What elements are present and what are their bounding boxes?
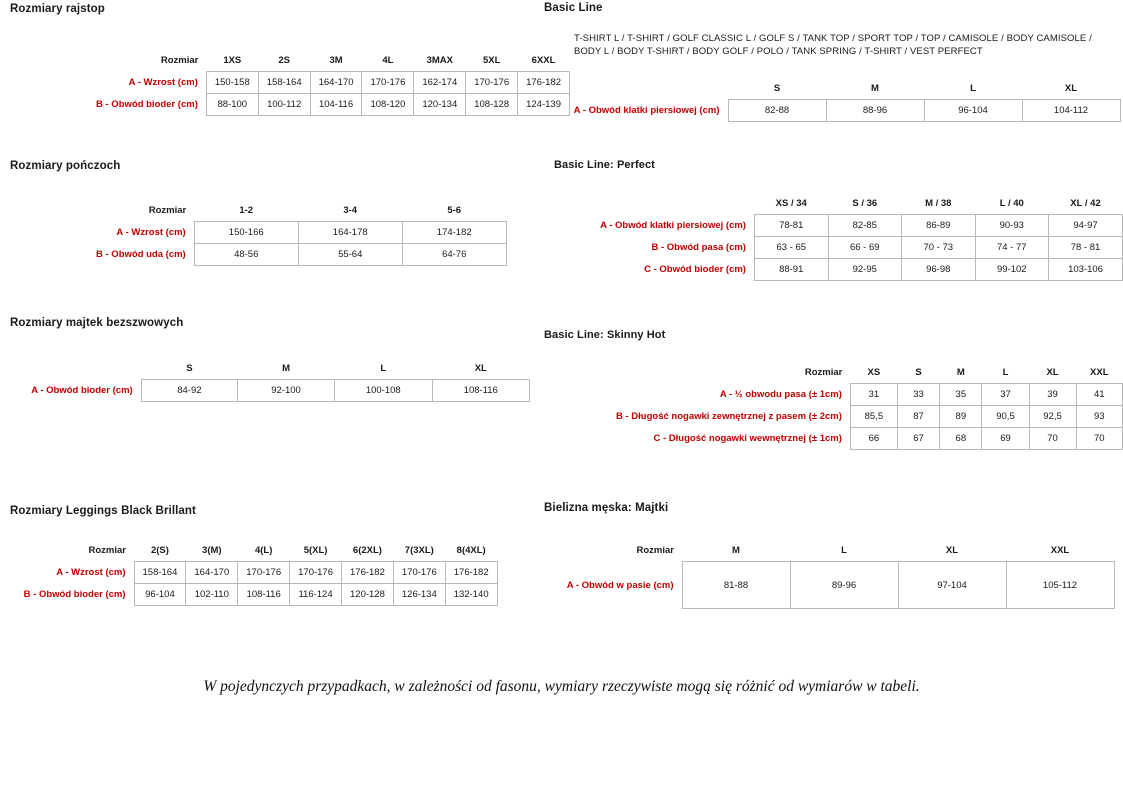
table-cell: 48-56 [194, 244, 298, 266]
header-size: XS [850, 362, 897, 384]
header-size: XL [432, 358, 529, 380]
header-size: XXL [1006, 540, 1114, 562]
table-row [0, 584, 497, 606]
header-size: S / 36 [828, 193, 902, 215]
section-title-basic-line: Basic Line [544, 2, 603, 14]
header-empty [0, 358, 141, 380]
table-cell: 108-120 [362, 94, 414, 116]
section-subtitle-basic-line: T-SHIRT L / T-SHIRT / GOLF CLASSIC L / GOLF S / TANK TOP / SPORT TOP / TOP / CAMISOLE / BODY CAMISOLE / BODY L / BODY T-SHIRT / BODY GOLF / POLO / TANK SPRING / T-SHIRT / VEST PERFECT [574, 33, 1092, 57]
table-wrapper-leggings [0, 540, 498, 606]
table-cell: 90-93 [975, 215, 1049, 237]
table-cell: 176-182 [445, 562, 497, 584]
table-cell: 124-139 [518, 94, 570, 116]
section-title-tights: Rozmiary rajstop [10, 3, 105, 15]
header-size: M [826, 78, 924, 100]
table-cell: 170-176 [238, 562, 290, 584]
header-size: S [728, 78, 826, 100]
table-cell: 84-92 [141, 380, 237, 402]
table-cell: 93 [1076, 406, 1122, 428]
table-cell: 105-112 [1006, 562, 1114, 609]
table-cell: 81-88 [682, 562, 790, 609]
header-size: 6(2XL) [342, 540, 394, 562]
table-row [554, 259, 1123, 281]
table-row [554, 237, 1123, 259]
row-label: B - Obwód pasa (cm) [651, 242, 746, 253]
header-size: XL / 42 [1049, 193, 1123, 215]
header-size: 3M [310, 50, 362, 72]
table-header-row [608, 362, 1123, 384]
header-size: 1-2 [194, 200, 298, 222]
header-size: 1XS [206, 50, 258, 72]
table-cell: 126-134 [393, 584, 445, 606]
table-basic-line [540, 78, 1121, 122]
table-cell: 108-116 [238, 584, 290, 606]
table-cell: 70 [1029, 428, 1076, 450]
table-header-row [88, 50, 569, 72]
table-cell: 87 [897, 406, 939, 428]
table-cell: 88-96 [826, 100, 924, 122]
row-label: B - Obwód bioder (cm) [96, 99, 198, 110]
header-size: 3(M) [186, 540, 238, 562]
table-row [88, 222, 506, 244]
header-size: 6XXL [518, 50, 570, 72]
table-cell: 150-158 [206, 72, 258, 94]
table-cell: 100-108 [335, 380, 433, 402]
table-cell: 164-178 [298, 222, 402, 244]
row-label: B - Długość nogawki zewnętrznej z pasem (± 2cm) [616, 411, 842, 422]
table-wrapper-seamless [0, 358, 530, 402]
header-size: L [790, 540, 898, 562]
table-cell: 158-164 [134, 562, 186, 584]
table-wrapper-perfect [554, 193, 1123, 281]
table-cell: 90,5 [982, 406, 1029, 428]
table-row [608, 406, 1123, 428]
table-cell: 88-100 [206, 94, 258, 116]
section-title-skinny-hot: Basic Line: Skinny Hot [544, 329, 666, 341]
table-cell: 78-81 [754, 215, 828, 237]
table-row [608, 384, 1123, 406]
table-cell: 164-170 [186, 562, 238, 584]
table-cell: 104-116 [310, 94, 362, 116]
table-cell: 89-96 [790, 562, 898, 609]
table-header-row [554, 540, 1114, 562]
table-cell: 103-106 [1049, 259, 1123, 281]
header-rozmiar: Rozmiar [148, 205, 187, 217]
table-cell: 132-140 [445, 584, 497, 606]
table-cell: 82-88 [728, 100, 826, 122]
table-cell: 69 [982, 428, 1029, 450]
table-row [0, 380, 530, 402]
header-rozmiar: Rozmiar [160, 55, 199, 67]
table-cell: 96-104 [134, 584, 186, 606]
table-cell: 92-95 [828, 259, 902, 281]
table-cell: 37 [982, 384, 1029, 406]
table-perfect [554, 193, 1123, 281]
header-size: L [924, 78, 1022, 100]
row-label: A - Obwód klatki piersiowej (cm) [573, 105, 720, 116]
header-size: 5-6 [402, 200, 506, 222]
table-cell: 108-116 [432, 380, 529, 402]
table-cell: 170-176 [362, 72, 414, 94]
table-cell: 39 [1029, 384, 1076, 406]
table-cell: 174-182 [402, 222, 506, 244]
header-size: L [335, 358, 433, 380]
table-majtki [554, 540, 1115, 609]
header-size: 7(3XL) [393, 540, 445, 562]
header-size: XL [898, 540, 1006, 562]
table-cell: 86-89 [902, 215, 976, 237]
section-title-leggings: Rozmiary Leggings Black Brillant [10, 505, 196, 517]
header-size: 4L [362, 50, 414, 72]
header-size: 3-4 [298, 200, 402, 222]
header-size: M [940, 362, 982, 384]
section-title-stockings: Rozmiary pończoch [10, 160, 121, 172]
header-size: L / 40 [975, 193, 1049, 215]
table-cell: 66 - 69 [828, 237, 902, 259]
table-cell: 116-124 [290, 584, 342, 606]
header-size: M [238, 358, 335, 380]
header-size: 3MAX [414, 50, 466, 72]
row-label: C - Obwód bioder (cm) [644, 264, 746, 275]
section-title-perfect: Basic Line: Perfect [554, 159, 655, 171]
table-header-row [540, 78, 1120, 100]
table-row [554, 215, 1123, 237]
table-cell: 66 [850, 428, 897, 450]
header-size: 4(L) [238, 540, 290, 562]
section-title-seamless: Rozmiary majtek bezszwowych [10, 317, 184, 329]
table-cell: 78 - 81 [1049, 237, 1123, 259]
header-size: 5XL [466, 50, 518, 72]
table-cell: 158-164 [258, 72, 310, 94]
table-cell: 170-176 [290, 562, 342, 584]
table-cell: 170-176 [393, 562, 445, 584]
table-wrapper-basic-line [540, 78, 1121, 122]
table-skinny-hot [608, 362, 1123, 450]
header-empty [540, 78, 728, 100]
row-label: A - Obwód w pasie (cm) [566, 579, 674, 591]
header-size: M [682, 540, 790, 562]
table-cell: 94-97 [1049, 215, 1123, 237]
table-row [554, 562, 1114, 609]
table-cell: 164-170 [310, 72, 362, 94]
table-header-row [0, 358, 530, 380]
row-label: A - Obwód bioder (cm) [31, 385, 133, 396]
header-size: 2(S) [134, 540, 186, 562]
table-cell: 92-100 [238, 380, 335, 402]
table-row [608, 428, 1123, 450]
table-cell: 74 - 77 [975, 237, 1049, 259]
table-cell: 70 [1076, 428, 1122, 450]
table-cell: 104-112 [1022, 100, 1120, 122]
table-seamless [0, 358, 530, 402]
section-title-majtki: Bielizna męska: Majtki [544, 502, 669, 514]
header-size: 8(4XL) [445, 540, 497, 562]
row-label: A - Wzrost (cm) [56, 567, 126, 578]
header-size: XXL [1076, 362, 1122, 384]
header-rozmiar: Rozmiar [636, 545, 674, 557]
table-row [88, 94, 569, 116]
table-cell: 96-98 [902, 259, 976, 281]
header-size: XL [1029, 362, 1076, 384]
table-wrapper-tights [88, 50, 570, 116]
table-cell: 63 - 65 [754, 237, 828, 259]
table-cell: 55-64 [298, 244, 402, 266]
table-cell: 170-176 [466, 72, 518, 94]
table-row [88, 244, 506, 266]
table-row [88, 72, 569, 94]
header-size: 2S [258, 50, 310, 72]
header-size: 5(XL) [290, 540, 342, 562]
table-cell: 88-91 [754, 259, 828, 281]
table-cell: 120-134 [414, 94, 466, 116]
header-size: XS / 34 [754, 193, 828, 215]
table-wrapper-majtki [554, 540, 1115, 609]
table-cell: 120-128 [342, 584, 394, 606]
table-cell: 67 [897, 428, 939, 450]
table-cell: 96-104 [924, 100, 1022, 122]
table-leggings [0, 540, 498, 606]
header-rozmiar: Rozmiar [88, 545, 126, 557]
footer-note: W pojedynczych przypadkach, w zależności od fasonu, wymiary rzeczywiste mogą się różnić od wymiarów w tabeli. [203, 678, 920, 695]
table-header-row [0, 540, 497, 562]
table-header-row [554, 193, 1123, 215]
row-label: A - Obwód klatki piersiowej (cm) [600, 220, 746, 231]
table-cell: 82-85 [828, 215, 902, 237]
row-label: B - Obwód uda (cm) [96, 249, 186, 260]
header-size: S [897, 362, 939, 384]
row-label: C - Długość nogawki wewnętrznej (± 1cm) [653, 433, 842, 444]
table-cell: 100-112 [258, 94, 310, 116]
table-cell: 70 - 73 [902, 237, 976, 259]
table-cell: 108-128 [466, 94, 518, 116]
table-tights [88, 50, 570, 116]
table-cell: 162-174 [414, 72, 466, 94]
table-header-row [88, 200, 506, 222]
table-cell: 97-104 [898, 562, 1006, 609]
header-rozmiar: Rozmiar [804, 367, 843, 379]
table-row [0, 562, 497, 584]
table-cell: 102-110 [186, 584, 238, 606]
header-size: L [982, 362, 1029, 384]
table-wrapper-skinny-hot [608, 362, 1123, 450]
table-wrapper-stockings [88, 200, 507, 266]
table-cell: 99-102 [975, 259, 1049, 281]
row-label: B - Obwód bioder (cm) [23, 589, 126, 600]
table-cell: 92,5 [1029, 406, 1076, 428]
header-size: S [141, 358, 237, 380]
table-cell: 35 [940, 384, 982, 406]
table-cell: 89 [940, 406, 982, 428]
table-cell: 85,5 [850, 406, 897, 428]
row-label: A - Wzrost (cm) [116, 227, 186, 238]
header-empty [554, 193, 754, 215]
table-cell: 64-76 [402, 244, 506, 266]
table-cell: 68 [940, 428, 982, 450]
table-cell: 176-182 [342, 562, 394, 584]
table-cell: 31 [850, 384, 897, 406]
table-cell: 33 [897, 384, 939, 406]
table-cell: 150-166 [194, 222, 298, 244]
table-row [540, 100, 1120, 122]
header-size: M / 38 [902, 193, 976, 215]
table-cell: 176-182 [518, 72, 570, 94]
row-label: A - Wzrost (cm) [128, 77, 198, 88]
row-label: A - ½ obwodu pasa (± 1cm) [719, 389, 842, 400]
table-cell: 41 [1076, 384, 1122, 406]
header-size: XL [1022, 78, 1120, 100]
table-stockings [88, 200, 507, 266]
